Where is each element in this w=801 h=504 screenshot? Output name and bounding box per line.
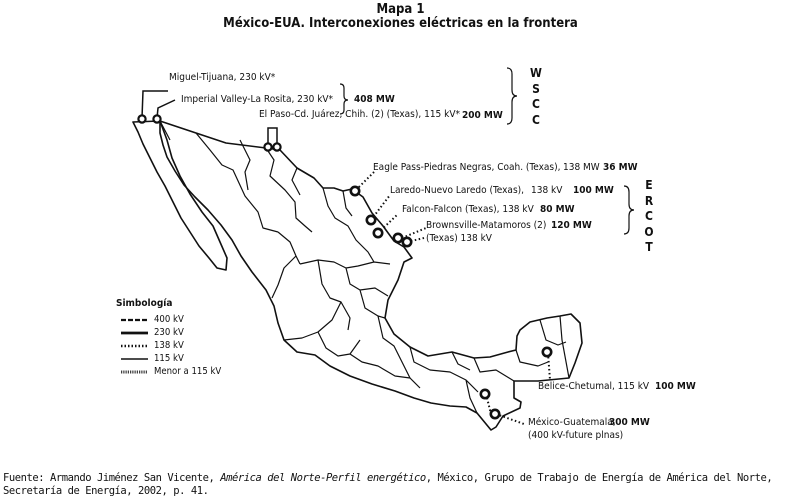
- ercot-letter-3: C: [645, 209, 653, 224]
- legend-samples: [121, 320, 148, 372]
- legend-item-138kv: 138 kV: [154, 340, 184, 351]
- wscc-label: [529, 66, 543, 128]
- label-brownsville-line2: (Texas) 138 kV: [426, 233, 492, 244]
- marker-brownsville-1: [394, 234, 402, 242]
- wscc-letter-3: C: [532, 97, 540, 112]
- mw-brownsville: 120 MW: [551, 220, 592, 231]
- ercot-letter-2: R: [644, 193, 654, 208]
- map-number-title: Mapa 1: [376, 2, 425, 17]
- label-guatemala: México-Guatemala,: [528, 417, 616, 428]
- ercot-label: [642, 178, 656, 256]
- wscc-letter-4: C: [532, 112, 540, 127]
- legend-item-menor-115kv: Menor a 115 kV: [154, 366, 222, 377]
- note-guatemala: (400 kV-future plnas): [528, 430, 624, 441]
- kv-laredo: 138 kV: [531, 185, 563, 196]
- label-eagle-pass: Eagle Pass-Piedras Negras, Coah. (Texas),: [373, 162, 561, 173]
- legend-item-400kv: 400 kV: [154, 314, 184, 325]
- source-note: [3, 472, 798, 497]
- label-brownsville: Brownsville-Matamoros (2): [426, 220, 547, 231]
- mw-eagle-pass: 36 MW: [603, 162, 638, 173]
- marker-falcon: [374, 229, 382, 237]
- label-el-paso: El Paso-Cd. Juárez, Chih. (2) (Texas), 115 kV*: [259, 109, 460, 120]
- marker-guatemala-2: [491, 410, 499, 418]
- marker-belice: [543, 348, 551, 356]
- ercot-letter-1: E: [645, 178, 653, 192]
- ercot-group-brace: [624, 186, 634, 234]
- ercot-letter-5: T: [645, 240, 653, 255]
- wscc-letter-1: W: [530, 66, 542, 80]
- label-imperial-valley: Imperial Valley-La Rosita, 230 kV*: [181, 94, 334, 105]
- marker-el-paso-2: [273, 143, 280, 150]
- wscc-letter-2: S: [532, 81, 540, 96]
- kv-eagle-pass: 138 MW: [563, 162, 600, 173]
- baja-california-outline: [133, 121, 227, 270]
- source-prefix: Fuente: Armando Jiménez San Vicente,: [3, 472, 221, 484]
- mw-el-paso: 200 MW: [462, 110, 503, 121]
- wscc-group-brace: [507, 68, 517, 124]
- marker-el-paso-1: [264, 143, 271, 150]
- legend-item-230kv: 230 kV: [154, 327, 184, 338]
- marker-laredo: [367, 216, 375, 224]
- source-suffix: , México, Grupo de Trabajo de Energía de América del Norte, Secretaría de Energía, 2002, p. 41.: [3, 472, 773, 497]
- marker-guatemala-1: [481, 390, 489, 398]
- map-title: México-EUA. Interconexiones eléctricas en la frontera: [223, 16, 578, 31]
- label-falcon: Falcon-Falcon (Texas), 138 kV: [402, 204, 534, 215]
- legend-title: Simbología: [116, 298, 173, 309]
- label-laredo: Laredo-Nuevo Laredo (Texas),: [390, 185, 524, 196]
- mw-falcon: 80 MW: [540, 204, 575, 215]
- legend-item-115kv: 115 kV: [154, 353, 184, 364]
- mw-belice: 100 MW: [655, 381, 696, 392]
- marker-imperial-valley: [153, 115, 160, 122]
- label-belice: Belice-Chetumal, 115 kV: [538, 381, 650, 392]
- marker-brownsville-2: [403, 238, 411, 246]
- mw-guatemala: 300 MW: [609, 417, 650, 428]
- marker-eagle-pass: [351, 187, 359, 195]
- marker-miguel-tijuana: [138, 115, 145, 122]
- mw-laredo: 100 MW: [573, 185, 614, 196]
- mw-california: 408 MW: [354, 94, 395, 105]
- source-title: América del Norte-Perfil energético: [220, 472, 426, 484]
- label-miguel-tijuana: Miguel-Tijuana, 230 kV*: [169, 72, 276, 83]
- ercot-letter-4: O: [644, 224, 654, 239]
